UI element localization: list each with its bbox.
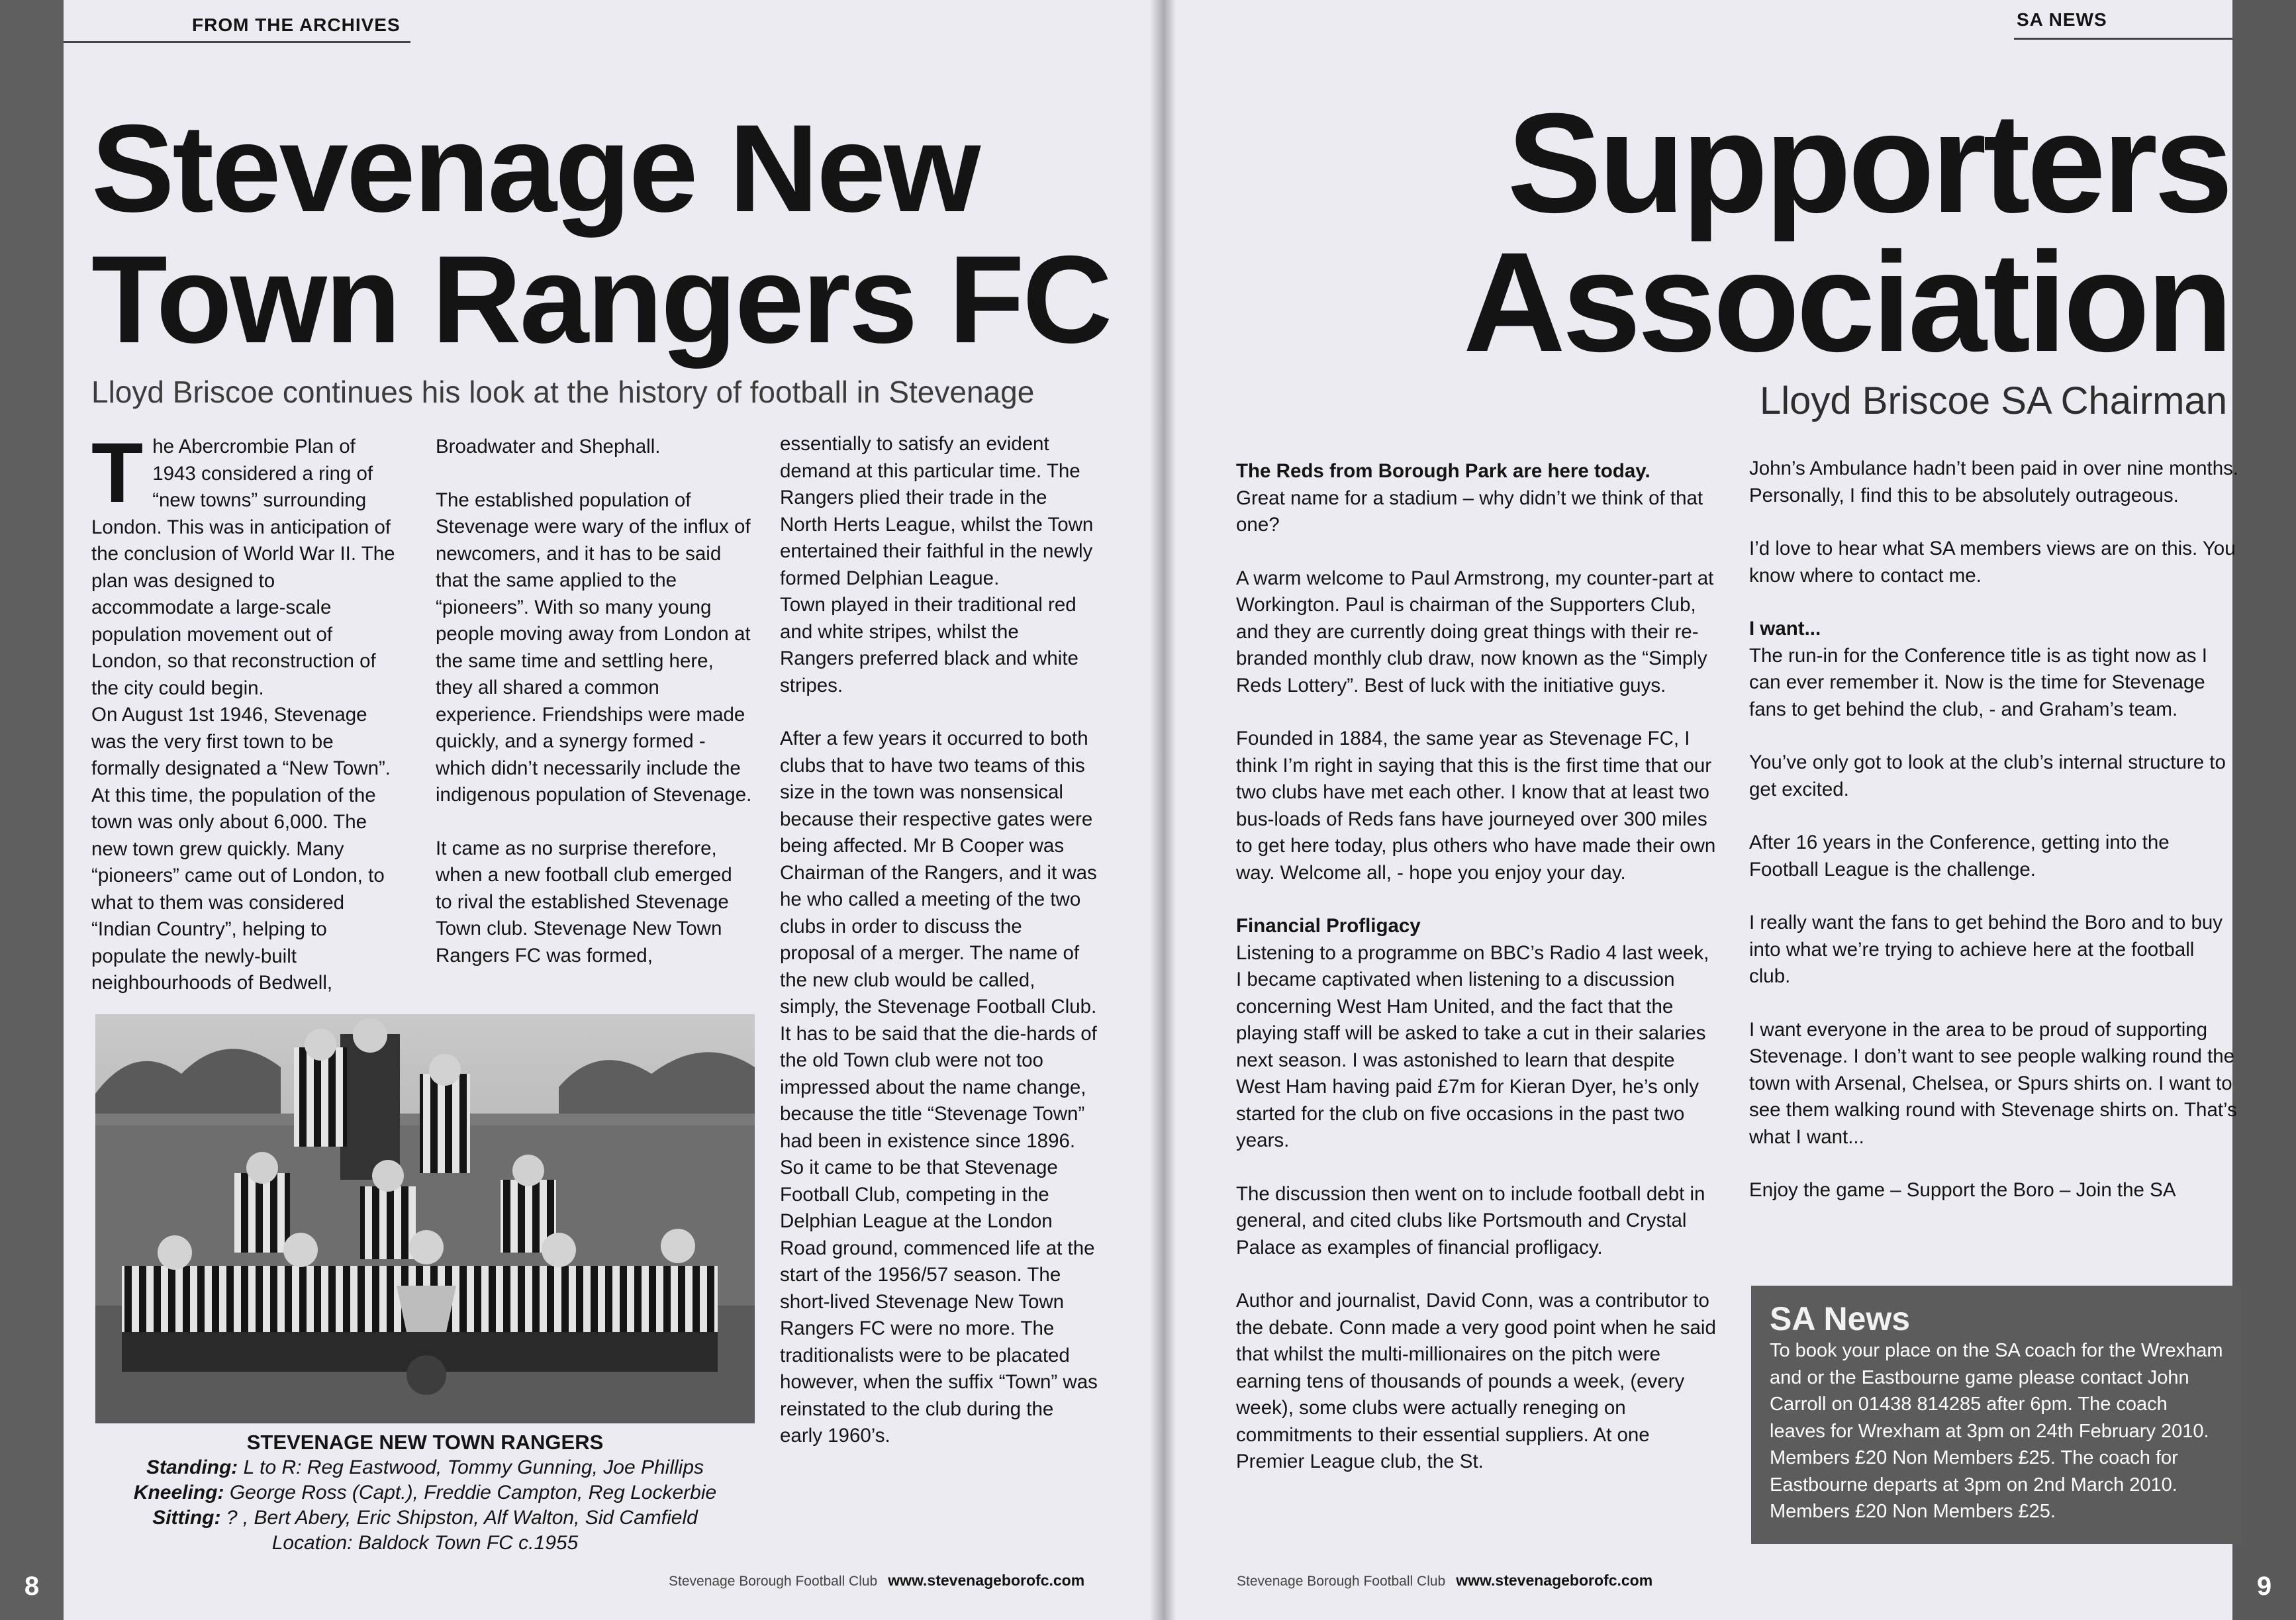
paragraph: I want everyone in the area to be proud of supporting Stevenage. I don’t want to see people walking round the town with Arsenal, Chelsea, or Spurs shirts on. I want to see them walking round with Stevenage shirts on. That’s what I want... bbox=[1749, 1018, 2237, 1148]
paragraph: The discussion then went on to include football debt in general, and cited clubs like Portsmouth and Crystal Palace as examples of financial profligacy. bbox=[1236, 1182, 1705, 1259]
paragraph: You’ve only got to look at the club’s internal structure to get excited. bbox=[1749, 751, 2226, 800]
headline-association: Association bbox=[1463, 223, 2230, 381]
sa-column-2 bbox=[1749, 455, 2240, 1204]
paragraph: On August 1st 1946, Stevenage was the very first town to be formally designated a “New Town”. At this time, the population of the town was only about 6,000. The new town grew quickly. Many “pioneers” came out of London, to what to them was considered “Indian Country”, helping to populate the newly-built neighbourhoods of Bedwell, bbox=[91, 704, 391, 994]
photo-caption bbox=[95, 1430, 755, 1556]
paragraph: John’s Ambulance hadn’t been paid in over nine months. Personally, I find this to be absolutely outrageous. bbox=[1749, 457, 2239, 506]
article-column-1 bbox=[91, 426, 399, 997]
article-standfirst: Lloyd Briscoe continues his look at the history of football in Stevenage bbox=[91, 375, 1035, 409]
paragraph: Founded in 1884, the same year as Stevenage FC, I think I’m right in saying that this is the first time that our two clubs have met each other. I know that at least two bus-loads of Reds fans have journeyed over 300 miles to get here today, plus others who have made their own way. Welcome all, - hope you enjoy your day. bbox=[1236, 728, 1716, 884]
caption-line-kneeling bbox=[95, 1480, 755, 1505]
article-column-3 bbox=[780, 431, 1098, 1450]
sa-news-box bbox=[1751, 1286, 2242, 1544]
caption-label: Kneeling: bbox=[133, 1482, 224, 1503]
section-label-archives: FROM THE ARCHIVES bbox=[192, 15, 401, 35]
byline: Lloyd Briscoe SA Chairman bbox=[1760, 379, 2227, 422]
left-edge-bar bbox=[0, 0, 64, 1620]
paragraph: Broadwater and Shephall. bbox=[436, 436, 661, 457]
subheading-i-want: I want... bbox=[1749, 618, 1821, 640]
sa-news-text: To book your place on the SA coach for the Wrexham and or the Eastbourne game please contact John Carroll on 01438 814285 after 6pm. The coach leaves for Wrexham at 3pm on 24th February 2010. Members £20 Non Members £25. The coach for Eastbourne departs at 3pm on 2nd March 2010. Members £20 Non Members £25. bbox=[1770, 1340, 2223, 1522]
headline-supporters: Supporters bbox=[1507, 84, 2230, 242]
team-photo bbox=[95, 1014, 755, 1423]
footer-club-name: Stevenage Borough Football Club bbox=[669, 1574, 878, 1589]
page-number-left: 8 bbox=[24, 1572, 40, 1601]
footer-url[interactable]: www.stevenageborofc.com bbox=[888, 1572, 1085, 1589]
caption-line-sitting bbox=[95, 1505, 755, 1531]
drop-cap: T bbox=[91, 426, 144, 520]
paragraph: After a few years it occurred to both clubs that to have two teams of this size in the town was nonsensical because their respective gates were being affected. Mr B Cooper was Chairman of the Rangers, and it was he who called a meeting of the two clubs in order to discuss the proposal of a merger. The name of the new club would be called, simply, the Stevenage Football Club. bbox=[780, 728, 1097, 1018]
paragraph: I’d love to hear what SA members views are on this. You know where to contact me. bbox=[1749, 538, 2236, 587]
footer-left bbox=[669, 1572, 1084, 1590]
paragraph: Great name for a stadium – why didn’t we think of that one? bbox=[1236, 487, 1703, 536]
paragraph: It has to be said that the die-hards of the old Town club were not too impressed about the name change, because the title “Stevenage Town” had been in existence since 1896. So it came to be that Stevenage Football Club, competing in the Delphian League at the London Road ground, commenced life at the start of the 1956/57 season. The short-lived Stevenage New Town Rangers FC were no more. The traditionalists were to be placated however, when the suffix “Town” was reinstated to the club during the early 1960’s. bbox=[780, 1022, 1098, 1447]
paragraph: The run-in for the Conference title is as tight now as I can ever remember it. Now is the time for Stevenage fans to get behind the club, - and Graham’s team. bbox=[1749, 644, 2207, 720]
paragraph: Listening to a programme on BBC’s Radio 4 last week, I became captivated when listening to a discussion concerning West Ham United, and the fact that the playing staff will be asked to take a cut in their salaries next season. I was astonished to learn that despite West Ham having paid £7m for Kieran Dyer, he’s only started for the club on five occasions in the past two years. bbox=[1236, 941, 1709, 1151]
book-gutter bbox=[1149, 0, 1176, 1620]
sa-news-title: SA News bbox=[1770, 1300, 1911, 1337]
paragraph: he Abercrombie Plan of 1943 considered a ring of “new towns” surrounding London. This was in anticipation of the conclusion of World War II. The plan was designed to accommodate a large-scale population movement out of London, so that reconstruction of the city could begin. bbox=[91, 436, 395, 699]
paragraph: essentially to satisfy an evident demand at this particular time. The Rangers plied their trade in the North Herts League, whilst the Town entertained their faithful in the newly formed Delphian League. bbox=[780, 433, 1094, 589]
paragraph: Town played in their traditional red and white stripes, whilst the Rangers preferred black and white stripes. bbox=[780, 594, 1078, 696]
headline-line-1: Stevenage New bbox=[91, 99, 979, 238]
paragraph: Enjoy the game – Support the Boro – Join the SA bbox=[1749, 1179, 2176, 1201]
right-edge-bar bbox=[2232, 0, 2296, 1620]
paragraph: The established population of Stevenage were wary of the influx of newcomers, and it has to be said that the same applied to the “pioneers”. With so many young people moving away from London at the same time and settling here, they all shared a common experience. Friendships were made quickly, and a synergy formed - which didn’t necessarily include the indigenous population of Stevenage. bbox=[436, 489, 752, 806]
section-label-sa-news: SA NEWS bbox=[2017, 9, 2107, 30]
caption-label: Sitting: bbox=[152, 1507, 221, 1529]
paragraph: It came as no surprise therefore, when a new football club emerged to rival the established Stevenage Town club. Stevenage New Town Rangers FC was formed, bbox=[436, 837, 732, 967]
caption-line-standing bbox=[95, 1455, 755, 1480]
footer-right bbox=[1237, 1572, 1652, 1590]
paragraph: After 16 years in the Conference, getting into the Football League is the challenge. bbox=[1749, 832, 2170, 881]
paragraph: A warm welcome to Paul Armstrong, my counter-part at Workington. Paul is chairman of the Supporters Club, and they are currently doing great things with their re-branded monthly club draw, now known as the “Simply Reds Lottery”. Best of luck with the initiative guys. bbox=[1236, 567, 1714, 696]
section-rule-right bbox=[2014, 38, 2232, 40]
paragraph: Author and journalist, David Conn, was a contributor to the debate. Conn made a very good point when he said that whilst the multi-millionaires on the pitch were earning tens of thousands of pounds a week, (every week), some clubs were actually reneging on commitments to their essential suppliers. At one Premier League club, the St. bbox=[1236, 1290, 1716, 1472]
caption-title: STEVENAGE NEW TOWN RANGERS bbox=[246, 1431, 604, 1454]
article-column-2 bbox=[436, 434, 753, 969]
caption-text: George Ross (Capt.), Freddie Campton, Reg Lockerbie bbox=[229, 1482, 717, 1503]
headline-line-2: Town Rangers FC bbox=[91, 230, 1111, 369]
caption-text: L to R: Reg Eastwood, Tommy Gunning, Joe Phillips bbox=[243, 1456, 704, 1478]
footer-url[interactable]: www.stevenageborofc.com bbox=[1456, 1572, 1653, 1589]
sa-column-1 bbox=[1236, 458, 1717, 1476]
caption-location: Location: Baldock Town FC c.1955 bbox=[271, 1532, 579, 1554]
section-rule-left bbox=[64, 41, 410, 43]
page-number-right: 9 bbox=[2256, 1572, 2272, 1601]
subheading-financial-profligacy: Financial Profligacy bbox=[1236, 915, 1421, 937]
lead-sentence: The Reds from Borough Park are here today. bbox=[1236, 460, 1650, 482]
footer-club-name: Stevenage Borough Football Club bbox=[1237, 1574, 1446, 1589]
caption-label: Standing: bbox=[146, 1456, 238, 1478]
paragraph: I really want the fans to get behind the Boro and to buy into what we’re trying to achieve here at the football club. bbox=[1749, 912, 2223, 987]
caption-text: ? , Bert Abery, Eric Shipston, Alf Walton, Sid Camfield bbox=[226, 1507, 698, 1529]
